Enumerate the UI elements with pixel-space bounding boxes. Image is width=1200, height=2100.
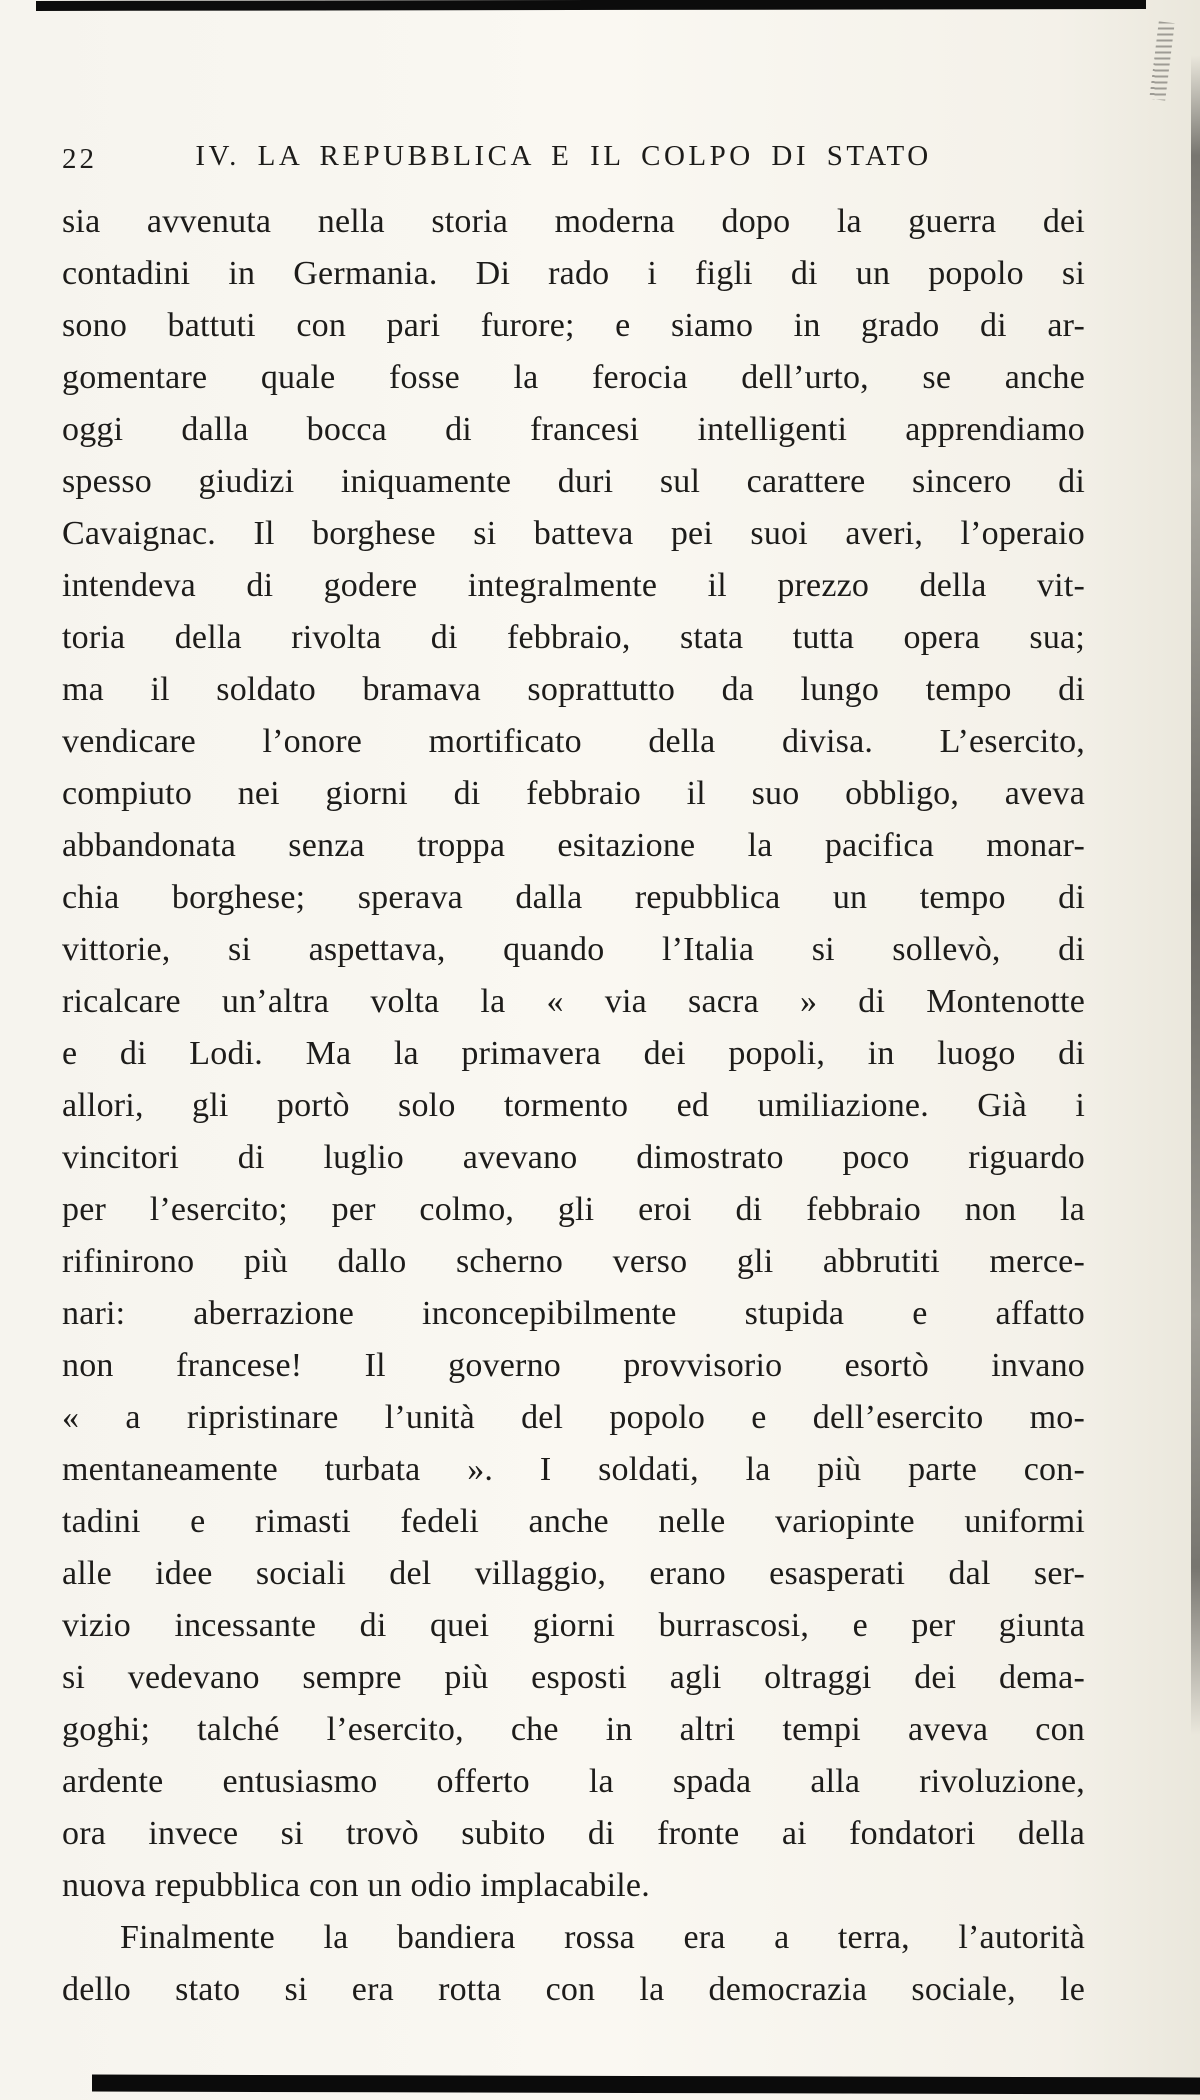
text-line: mentaneamente turbata ». I soldati, la più parte con- xyxy=(62,1451,1085,1488)
text-line: intendeva di godere integralmente il prezzo della vit- xyxy=(62,567,1085,604)
text-line: oggi dalla bocca di francesi intelligenti apprendiamo xyxy=(62,411,1085,448)
text-line: allori, gli portò solo tormento ed umiliazione. Già i xyxy=(62,1087,1085,1124)
text-line: vizio incessante di quei giorni burrascosi, e per giunta xyxy=(62,1607,1085,1644)
text-line: sia avvenuta nella storia moderna dopo la guerra dei xyxy=(62,203,1085,240)
text-line: Finalmente la bandiera rossa era a terra, l’autorità xyxy=(120,1919,1085,1956)
text-line: per l’esercito; per colmo, gli eroi di febbraio non la xyxy=(62,1191,1085,1228)
text-line: ardente entusiasmo offerto la spada alla rivoluzione, xyxy=(62,1763,1085,1800)
text-block xyxy=(62,196,1085,2016)
text-line: ricalcare un’altra volta la « via sacra » di Montenotte xyxy=(62,983,1085,1020)
text-line: chia borghese; sperava dalla repubblica un tempo di xyxy=(62,879,1085,916)
text-line: Cavaignac. Il borghese si batteva pei suoi averi, l’operaio xyxy=(62,515,1085,552)
scan-smudge-top-right xyxy=(1149,21,1174,100)
text-line: spesso giudizi iniquamente duri sul carattere sincero di xyxy=(62,463,1085,500)
text-line: nuova repubblica con un odio implacabile. xyxy=(62,1867,650,1904)
text-line: vincitori di luglio avevano dimostrato poco riguardo xyxy=(62,1139,1085,1176)
page-header xyxy=(62,140,1085,182)
scan-shadow-right-edge xyxy=(1191,55,1200,1735)
text-line: nari: aberrazione inconcepibilmente stupida e affatto xyxy=(62,1295,1085,1332)
text-line: ora invece si trovò subito di fronte ai fondatori della xyxy=(62,1815,1085,1852)
text-line: alle idee sociali del villaggio, erano esasperati dal ser- xyxy=(62,1555,1085,1592)
text-line: toria della rivolta di febbraio, stata tutta opera sua; xyxy=(62,619,1085,656)
text-line: contadini in Germania. Di rado i figli di un popolo si xyxy=(62,255,1085,292)
running-head: IV. LA REPUBBLICA E IL COLPO DI STATO xyxy=(195,140,932,172)
text-line: ma il soldato bramava soprattutto da lungo tempo di xyxy=(62,671,1085,708)
text-line: dello stato si era rotta con la democrazia sociale, le xyxy=(62,1971,1085,2008)
scan-edge-top xyxy=(36,0,1146,11)
text-line: sono battuti con pari furore; e siamo in grado di ar- xyxy=(62,307,1085,344)
text-line: rifinirono più dallo scherno verso gli abbrutiti merce- xyxy=(62,1243,1085,1280)
text-line: « a ripristinare l’unità del popolo e dell’esercito mo- xyxy=(62,1399,1085,1436)
text-line: tadini e rimasti fedeli anche nelle variopinte uniformi xyxy=(62,1503,1085,1540)
text-line: abbandonata senza troppa esitazione la pacifica monar- xyxy=(62,827,1085,864)
page-number: 22 xyxy=(62,143,97,175)
scan-edge-bottom xyxy=(92,2075,1200,2095)
text-line: vendicare l’onore mortificato della divisa. L’esercito, xyxy=(62,723,1085,760)
text-line: vittorie, si aspettava, quando l’Italia si sollevò, di xyxy=(62,931,1085,968)
text-line: si vedevano sempre più esposti agli oltraggi dei dema- xyxy=(62,1659,1085,1696)
text-line: compiuto nei giorni di febbraio il suo obbligo, aveva xyxy=(62,775,1085,812)
text-line: e di Lodi. Ma la primavera dei popoli, in luogo di xyxy=(62,1035,1085,1072)
text-line: non francese! Il governo provvisorio esortò invano xyxy=(62,1347,1085,1384)
text-line: goghi; talché l’esercito, che in altri tempi aveva con xyxy=(62,1711,1085,1748)
text-line: gomentare quale fosse la ferocia dell’urto, se anche xyxy=(62,359,1085,396)
